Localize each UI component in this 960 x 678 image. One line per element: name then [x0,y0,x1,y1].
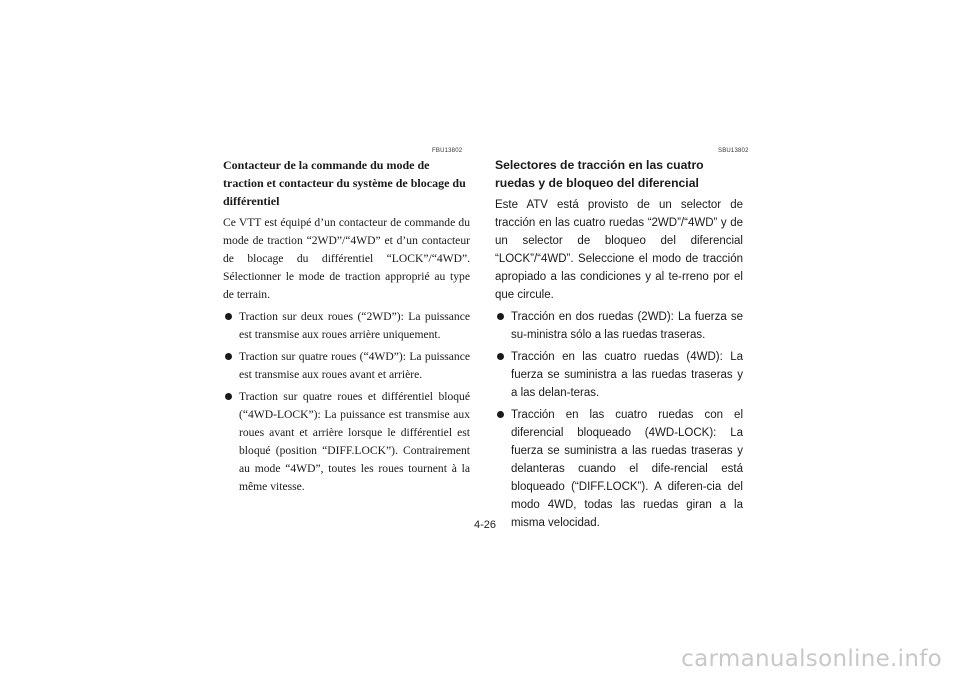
french-bullet-list [223,308,470,496]
bullet-text: Traction sur deux roues (“2WD”): La puissance est transmise aux roues arrière uniquement. [239,310,470,341]
page-number: 4-26 [473,519,497,531]
list-item [223,388,470,496]
spanish-bullet-list [495,308,743,532]
bullet-text: Traction sur quatre roues (“4WD”): La puissance est transmise aux roues avant et arrière. [239,350,470,381]
bullet-text: Tracción en las cuatro ruedas (4WD): La fuerza se suministra a las ruedas traseras y a las delan-teras. [511,351,743,399]
spanish-section-code: SBU13802 [718,148,749,154]
french-heading: Contacteur de la commande du mode de traction et contacteur du système de blocage du différentiel [223,158,466,208]
site-watermark: carmanualsonline.info [681,646,942,672]
bullet-icon [225,313,232,320]
spanish-column [495,156,743,536]
list-item [223,348,470,384]
bullet-text: Traction sur quatre roues et différentiel bloqué (“4WD-LOCK”): La puissance est transmise aux roues avant et arrière lorsque le différentiel est bloqué (position “DIFF.LOCK”). Contrairement au mode “4WD”, toutes les roues tournent à la même vitesse. [239,390,470,493]
list-item [495,308,743,344]
bullet-text: Tracción en dos ruedas (2WD): La fuerza se su-ministra sólo a las ruedas traseras. [511,311,743,341]
french-column [223,156,470,500]
bullet-text: Tracción en las cuatro ruedas con el diferencial bloqueado (4WD-LOCK): La fuerza se suministra a las ruedas traseras y delanteras cuando el dife-rencial está bloqueado (“DIFF.LOCK”). A diferen-cia del modo 4WD, todas las ruedas giran a la misma velocidad. [511,409,743,529]
bullet-icon [497,353,504,360]
bullet-icon [497,313,504,320]
spanish-intro: Este ATV está provisto de un selector de tracción en las cuatro ruedas “2WD”/“4WD” y de un selector de bloqueo del diferencial “LOCK”/“4WD”. Seleccione el modo de tracción apropiado a las condiciones y al te-rreno por el que circule. [495,199,743,301]
french-section-code: FBU13802 [432,148,463,154]
french-intro: Ce VTT est équipé d’un contacteur de commande du mode de traction “2WD”/“4WD” et d’un contacteur de blocage du différentiel “LOCK”/“4WD”. Sélectionner le mode de traction approprié au type de terrain. [223,216,470,301]
spanish-heading: Selectores de tracción en las cuatro ruedas y de bloqueo del diferencial [495,158,704,190]
list-item [495,348,743,402]
bullet-icon [225,353,232,360]
bullet-icon [497,411,504,418]
bullet-icon [225,393,232,400]
list-item [495,406,743,532]
list-item [223,308,470,344]
